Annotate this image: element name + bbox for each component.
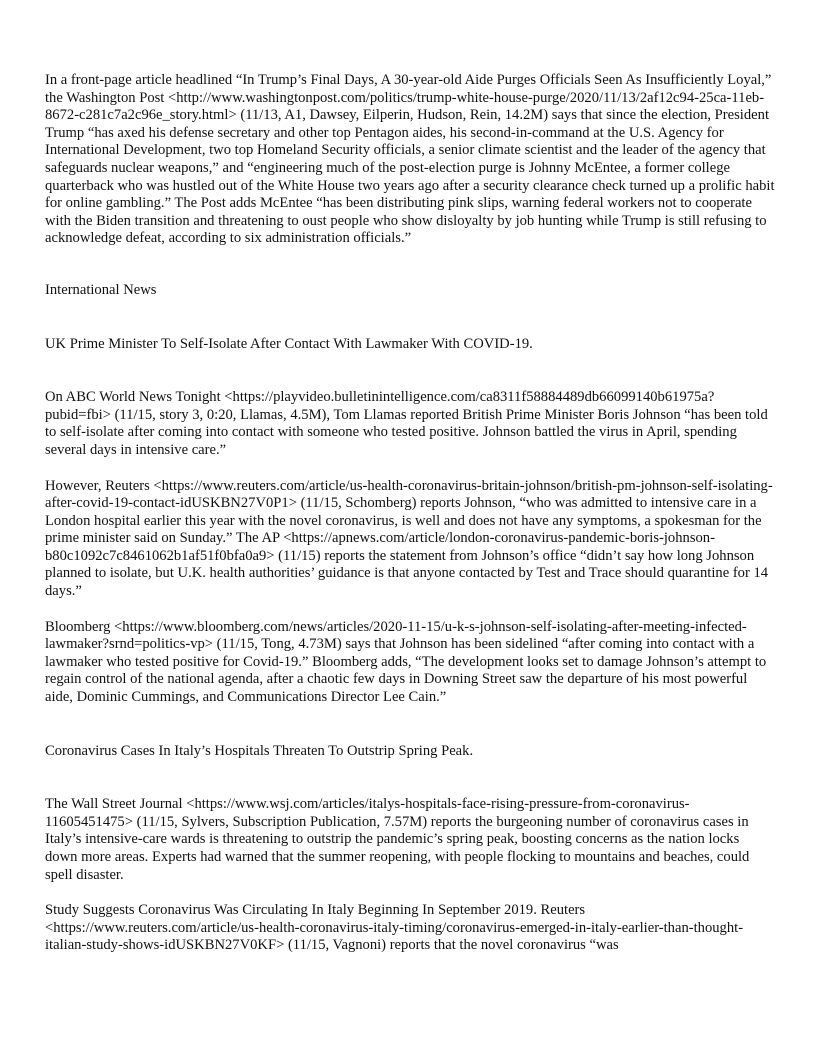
section-heading-international-news: International News: [45, 281, 157, 298]
paragraph-italy-study: Study Suggests Coronavirus Was Circulating In Italy Beginning In September 2019. Reuters <https://www.reuters.com/article/us-health-coronavirus-italy-timing/coronavirus-emerged-in-italy-earlier-than-thought-italian-study-shows-idUSKBN27V0KF> (11/15, Vagnoni) reports that the novel coronavirus “was: [45, 902, 744, 954]
paragraph-reuters-ap: However, Reuters <https://www.reuters.com/article/us-health-coronavirus-britain-johnson/british-pm-johnson-self-isolating-after-covid-19-contact-idUSKBN27V0P1> (11/15, Schomberg) reports Johnson, “who was admitted to intensive care in a London hospital earlier this year with the novel coronavirus, is well and does not have any symptoms, a spokesman for the prime minister said on Sunday.” The AP <https://apnews.com/article/london-coronavirus-pandemic-boris-johnson-b80c1092c7c8461062b1af51f0bfa0a9> (11/15) reports the statement from Johnson’s office “didn’t say how long Johnson planned to isolate, but U.K. health authorities’ guidance is that anyone contacted by Test and Trace should quarantine for 14 days.”: [45, 477, 773, 600]
spacer: [45, 460, 775, 478]
spacer: [45, 601, 775, 619]
paragraph-washington-post: In a front-page article headlined “In Trump’s Final Days, A 30-year-old Aide Purges Officials Seen As Insufficiently Loyal,” the Washington Post <http://www.washingtonpost.com/politics/trump-white-house-purge/2020/11/13/2af12c94-25ca-11eb-8672-c281c7a2c96e_story.html> (11/13, A1, Dawsey, Eilperin, Hudson, Rein, 14.2M) says that since the election, President Trump “has axed his defense secretary and other top Pentagon aides, his second-in-command at the U.S. Agency for International Development, two top Homeland Security officials, a senior climate scientist and the leader of the agency that safeguards nuclear weapons,” and “engineering much of the post-election purge is Johnny McEntee, a former college quarterback who was hustled out of the White House two years ago after a security clearance check turned up a prolific habit for online gambling.” The Post adds McEntee “has been distributing pink slips, warning federal workers not to cooperate with the Biden transition and threatening to oust people who show disloyalty by job hunting while Trump is still refusing to acknowledge defeat, according to six administration officials.”: [45, 72, 775, 247]
spacer: [45, 248, 775, 282]
spacer: [45, 760, 775, 796]
paragraph-abc-world-news: On ABC World News Tonight <https://playvideo.bulletinintelligence.com/ca8311f58884489db66099140b61975a?pubid=fbi> (11/15, story 3, 0:20, Llamas, 4.5M), Tom Llamas reported British Prime Minister Boris Johnson “has been told to self-isolate after coming into contact with someone who tested positive. Johnson battled the virus in April, spending several days in intensive care.”: [45, 389, 768, 458]
paragraph-wall-street-journal: The Wall Street Journal <https://www.wsj.com/articles/italys-hospitals-face-rising-pressure-from-coronavirus-11605451475> (11/15, Sylvers, Subscription Publication, 7.57M) reports the burgeoning number of coronavirus cases in Italy’s intensive-care wards is threatening to outstrip the pandemic’s spring peak, boosting concerns as the nation locks down more areas. Experts had warned that the summer reopening, with people flocking to mountains and beaches, could spell disaster.: [45, 796, 750, 883]
paragraph-bloomberg: Bloomberg <https://www.bloomberg.com/news/articles/2020-11-15/u-k-s-johnson-self-isolating-after-meeting-infected-lawmaker?srnd=politics-vp> (11/15, Tong, 4.73M) says that Johnson has been sidelined “after coming into contact with a lawmaker who tested positive for Covid-19.” Bloomberg adds, “The development looks set to damage Johnson’s attempt to regain control of the national agenda, after a chaotic few days in Downing Street saw the departure of his most powerful aide, Dominic Cummings, and Communications Director Lee Cain.”: [45, 618, 767, 706]
spacer: [45, 884, 775, 902]
spacer: [45, 353, 775, 389]
spacer: [45, 300, 775, 336]
spacer: [45, 707, 775, 743]
headline-italy-hospitals: Coronavirus Cases In Italy’s Hospitals Threaten To Outstrip Spring Peak.: [45, 742, 474, 759]
document-page: [45, 72, 775, 955]
headline-uk-prime-minister: UK Prime Minister To Self-Isolate After Contact With Lawmaker With COVID-19.: [45, 335, 533, 352]
